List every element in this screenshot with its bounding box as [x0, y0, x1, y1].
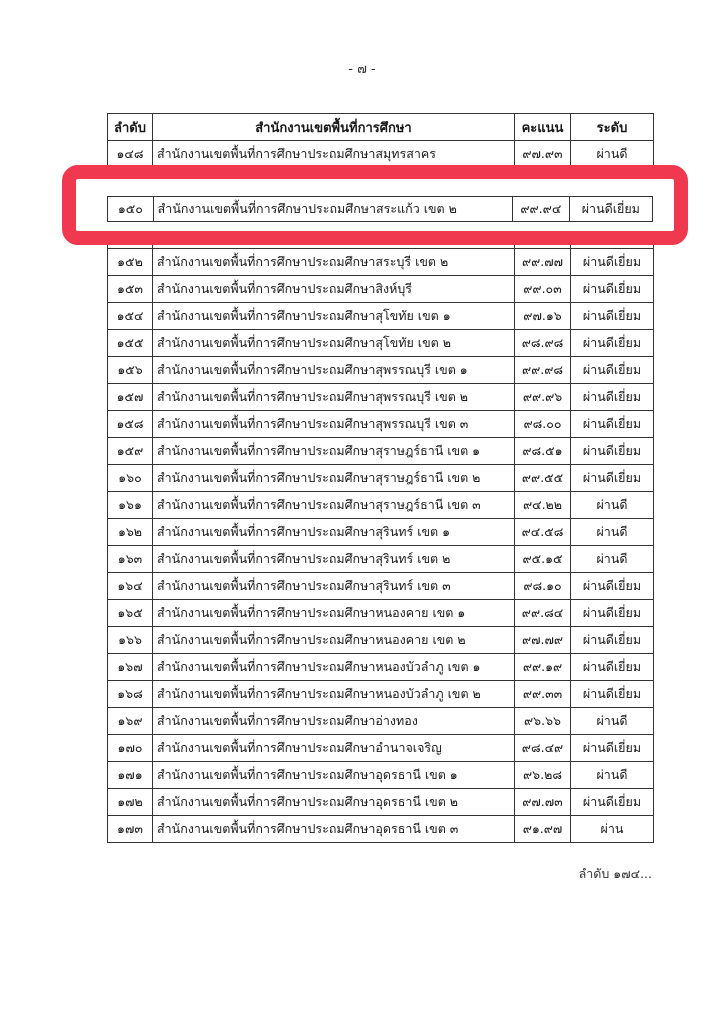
- cell-score: ๙๙.๐๓: [515, 276, 571, 303]
- cell-score: ๙๙.๘๔: [515, 600, 571, 627]
- cell-level: ผ่านดี: [571, 762, 654, 789]
- cell-name: สำนักงานเขตพื้นที่การศึกษาประถมศึกษาสุพรรณบุรี เขต ๑: [153, 357, 515, 384]
- cell-name: สำนักงานเขตพื้นที่การศึกษาประถมศึกษาสุรินทร์ เขต ๒: [153, 546, 515, 573]
- highlighted-score: ๙๙.๙๔: [513, 197, 570, 221]
- table-row: [108, 141, 654, 168]
- header-score: คะแนน: [515, 114, 571, 141]
- cell-level: ผ่านดีเยี่ยม: [571, 384, 654, 411]
- cell-no: ๑๕๘: [108, 411, 153, 438]
- cell-level: ผ่านดีเยี่ยม: [571, 789, 654, 816]
- cell-score: ๙๗.๙๓: [515, 141, 571, 168]
- cell-name: สำนักงานเขตพื้นที่การศึกษาประถมศึกษาสุโขทัย เขต ๑: [153, 303, 515, 330]
- table-row: [108, 600, 654, 627]
- cell-level: ผ่านดีเยี่ยม: [571, 357, 654, 384]
- cell-level: ผ่านดีเยี่ยม: [571, 438, 654, 465]
- cell-name: สำนักงานเขตพื้นที่การศึกษาประถมศึกษาอุดรธานี เขต ๒: [153, 789, 515, 816]
- cell-level: ผ่านดี: [571, 546, 654, 573]
- table-row: [108, 573, 654, 600]
- cell-score: ๙๙.๗๗: [515, 249, 571, 276]
- cell-score: ๙๘.๑๐: [515, 573, 571, 600]
- cell-score: ๙๙.๙๘: [515, 357, 571, 384]
- cell-level: ผ่านดี: [571, 519, 654, 546]
- cell-level: ผ่านดี: [571, 708, 654, 735]
- cell-score: ๙๕.๑๕: [515, 546, 571, 573]
- table-row: [108, 249, 654, 276]
- cell-score: ๙๘.๔๙: [515, 735, 571, 762]
- cell-score: ๙๔.๕๘: [515, 519, 571, 546]
- page-number: - ๗ -: [348, 62, 376, 77]
- cell-no: ๑๕๖: [108, 357, 153, 384]
- table-row: [108, 276, 654, 303]
- cell-no: ๑๖๒: [108, 519, 153, 546]
- cell-no: ๑๖๓: [108, 546, 153, 573]
- cell-score: ๙๘.๙๘: [515, 330, 571, 357]
- cell-name: สำนักงานเขตพื้นที่การศึกษาประถมศึกษาหนองบัวลำภู เขต ๒: [153, 681, 515, 708]
- cell-level: ผ่านดีเยี่ยม: [571, 654, 654, 681]
- cell-score: ๙๗.๑๖: [515, 303, 571, 330]
- cell-level: ผ่านดี: [571, 492, 654, 519]
- cell-level: ผ่านดีเยี่ยม: [571, 330, 654, 357]
- table-row: [108, 465, 654, 492]
- cell-name: สำนักงานเขตพื้นที่การศึกษาประถมศึกษาหนองบัวลำภู เขต ๑: [153, 654, 515, 681]
- cell-name: สำนักงานเขตพื้นที่การศึกษาประถมศึกษาหนองคาย เขต ๒: [153, 627, 515, 654]
- cell-name: สำนักงานเขตพื้นที่การศึกษาประถมศึกษาอุดรธานี เขต ๓: [153, 816, 515, 843]
- cell-no: ๑๗๒: [108, 789, 153, 816]
- cell-no: ๑๖๐: [108, 465, 153, 492]
- table-row: [108, 438, 654, 465]
- table-row: [108, 708, 654, 735]
- cell-no: ๑๖๕: [108, 600, 153, 627]
- cell-score: ๙๗.๗๓: [515, 789, 571, 816]
- cell-name: สำนักงานเขตพื้นที่การศึกษาประถมศึกษาสุรินทร์ เขต ๓: [153, 573, 515, 600]
- table-row: [108, 735, 654, 762]
- table-row: [108, 492, 654, 519]
- cell-no: ๑๗๓: [108, 816, 153, 843]
- cell-name: สำนักงานเขตพื้นที่การศึกษาประถมศึกษาอำนาจเจริญ: [153, 735, 515, 762]
- header-row: [108, 114, 654, 141]
- table-row: [108, 789, 654, 816]
- cell-level: ผ่านดีเยี่ยม: [571, 681, 654, 708]
- cell-level: ผ่านดีเยี่ยม: [571, 465, 654, 492]
- table-row: [108, 519, 654, 546]
- cell-level: ผ่านดีเยี่ยม: [571, 600, 654, 627]
- table-row: [108, 384, 654, 411]
- cell-score: ๙๙.๓๓: [515, 681, 571, 708]
- cell-score: ๙๘.๕๑: [515, 438, 571, 465]
- cell-no: ๑๖๔: [108, 573, 153, 600]
- highlighted-name: สำนักงานเขตพื้นที่การศึกษาประถมศึกษาสระแก้ว เขต ๒: [154, 197, 513, 221]
- cell-score: ๙๘.๐๐: [515, 411, 571, 438]
- cell-name: สำนักงานเขตพื้นที่การศึกษาประถมศึกษาอุดรธานี เขต ๑: [153, 762, 515, 789]
- table-row: [108, 357, 654, 384]
- table-row: [108, 303, 654, 330]
- cell-level: ผ่านดีเยี่ยม: [571, 627, 654, 654]
- cell-score: ๙๗.๗๙: [515, 627, 571, 654]
- cell-name: สำนักงานเขตพื้นที่การศึกษาประถมศึกษาสุราษฎร์ธานี เขต ๒: [153, 465, 515, 492]
- cell-no: ๑๕๒: [108, 249, 153, 276]
- cell-level: ผ่านดีเยี่ยม: [571, 573, 654, 600]
- cell-name: สำนักงานเขตพื้นที่การศึกษาประถมศึกษาสุราษฎร์ธานี เขต ๓: [153, 492, 515, 519]
- highlighted-row: [107, 196, 653, 222]
- cell-level: ผ่านดีเยี่ยม: [571, 735, 654, 762]
- cell-level: ผ่านดีเยี่ยม: [571, 276, 654, 303]
- table-row: [108, 411, 654, 438]
- cell-score: ๙๙.๙๖: [515, 384, 571, 411]
- cell-no: ๑๖๗: [108, 654, 153, 681]
- cell-no: ๑๖๙: [108, 708, 153, 735]
- header-no: ลำดับ: [108, 114, 153, 141]
- table-row: [108, 654, 654, 681]
- header-name: สำนักงานเขตพื้นที่การศึกษา: [153, 114, 515, 141]
- cell-level: ผ่านดีเยี่ยม: [571, 249, 654, 276]
- cell-level: ผ่าน: [571, 816, 654, 843]
- cell-score: ๙๖.๒๘: [515, 762, 571, 789]
- header-level: ระดับ: [571, 114, 654, 141]
- cell-no: ๑๖๘: [108, 681, 153, 708]
- cell-no: ๑๕๙: [108, 438, 153, 465]
- cell-score: ๙๖.๖๖: [515, 708, 571, 735]
- cell-name: สำนักงานเขตพื้นที่การศึกษาประถมศึกษาสุราษฎร์ธานี เขต ๑: [153, 438, 515, 465]
- cell-name: สำนักงานเขตพื้นที่การศึกษาประถมศึกษาสุพรรณบุรี เขต ๓: [153, 411, 515, 438]
- cell-no: ๑๕๓: [108, 276, 153, 303]
- cell-name: สำนักงานเขตพื้นที่การศึกษาประถมศึกษาอ่างทอง: [153, 708, 515, 735]
- cell-name: สำนักงานเขตพื้นที่การศึกษาประถมศึกษาสุโขทัย เขต ๒: [153, 330, 515, 357]
- cell-no: ๑๕๗: [108, 384, 153, 411]
- cell-name: สำนักงานเขตพื้นที่การศึกษาประถมศึกษาสระบุรี เขต ๒: [153, 249, 515, 276]
- cell-score: ๙๔.๒๒: [515, 492, 571, 519]
- cell-name: สำนักงานเขตพื้นที่การศึกษาประถมศึกษาสิงห์บุรี: [153, 276, 515, 303]
- cell-no: ๑๗๑: [108, 762, 153, 789]
- highlighted-no: ๑๕๐: [108, 197, 154, 221]
- table-row: [108, 330, 654, 357]
- cell-name: สำนักงานเขตพื้นที่การศึกษาประถมศึกษาสุรินทร์ เขต ๑: [153, 519, 515, 546]
- cell-score: ๙๙.๑๙: [515, 654, 571, 681]
- table-row: [108, 627, 654, 654]
- cell-name: สำนักงานเขตพื้นที่การศึกษาประถมศึกษาหนองคาย เขต ๑: [153, 600, 515, 627]
- cell-level: ผ่านดี: [571, 141, 654, 168]
- cell-no: ๑๕๕: [108, 330, 153, 357]
- cell-level: ผ่านดีเยี่ยม: [571, 303, 654, 330]
- table-row: [108, 816, 654, 843]
- cell-name: สำนักงานเขตพื้นที่การศึกษาประถมศึกษาสุพรรณบุรี เขต ๒: [153, 384, 515, 411]
- table-row: [108, 681, 654, 708]
- cell-no: ๑๖๖: [108, 627, 153, 654]
- table-row: [108, 762, 654, 789]
- cell-no: ๑๔๘: [108, 141, 153, 168]
- cell-score: ๙๑.๙๗: [515, 816, 571, 843]
- table-row: [108, 546, 654, 573]
- cell-no: ๑๗๐: [108, 735, 153, 762]
- cell-no: ๑๖๑: [108, 492, 153, 519]
- cell-level: ผ่านดีเยี่ยม: [571, 411, 654, 438]
- continuation-note: ลำดับ ๑๗๔...: [578, 866, 652, 881]
- cell-score: ๙๙.๕๕: [515, 465, 571, 492]
- highlighted-level: ผ่านดีเยี่ยม: [581, 201, 640, 216]
- cell-name: สำนักงานเขตพื้นที่การศึกษาประถมศึกษาสมุทรสาคร: [153, 141, 515, 168]
- cell-no: ๑๕๔: [108, 303, 153, 330]
